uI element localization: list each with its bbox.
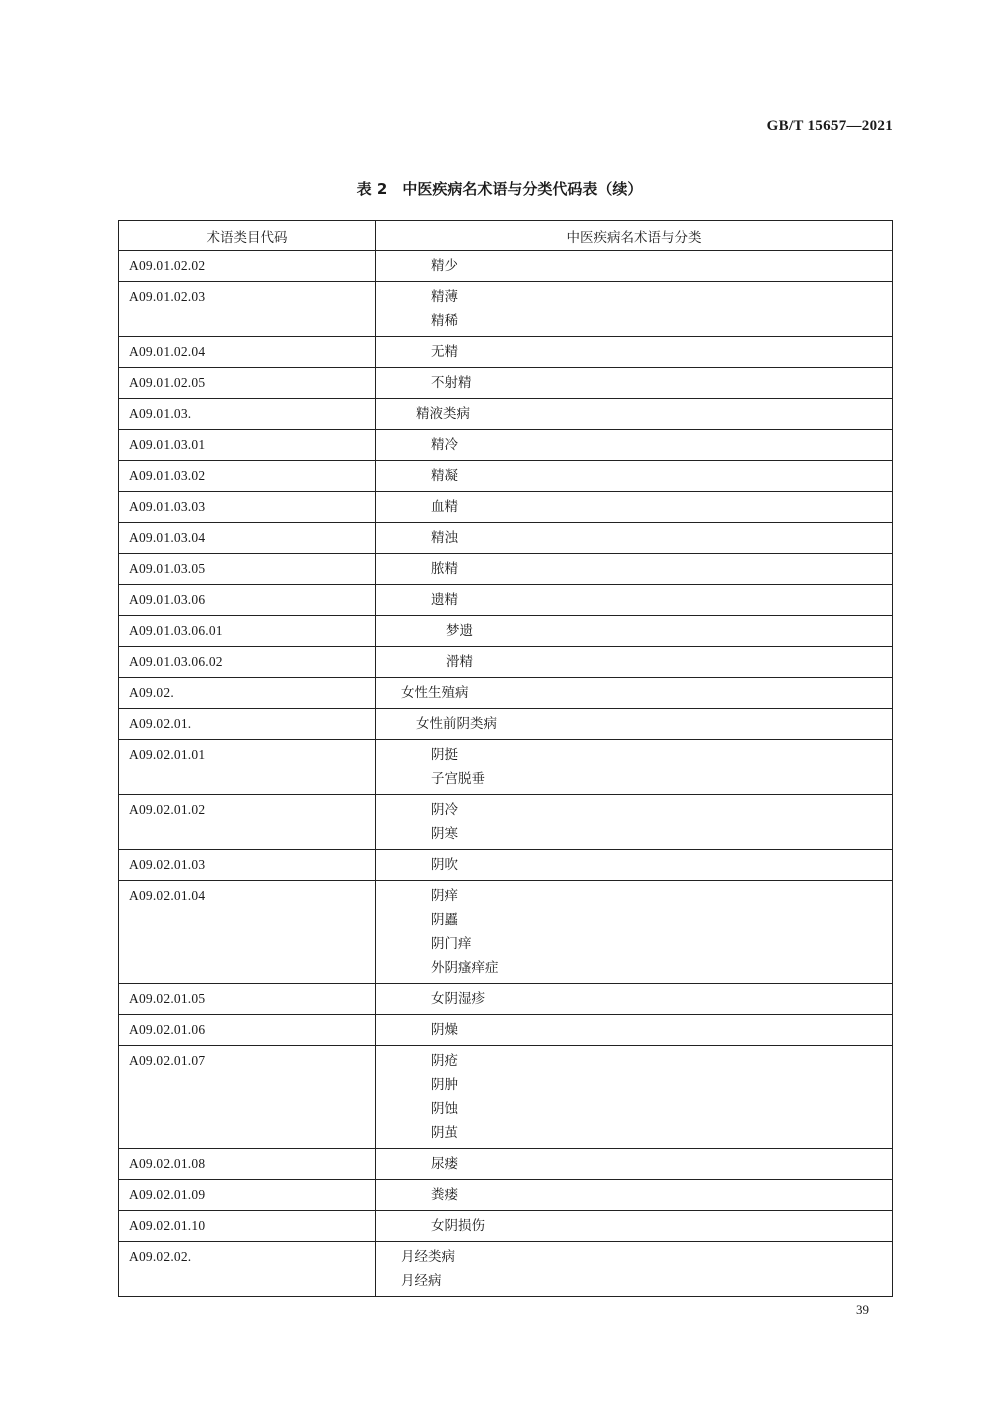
table-row (119, 554, 893, 585)
term-code: A09.01.03.03 (119, 492, 376, 523)
term-cell (376, 1149, 893, 1180)
term-name: 精稀 (431, 313, 458, 329)
table-row (119, 368, 893, 399)
table-row (119, 740, 893, 795)
table-row (119, 616, 893, 647)
term-name: 女阴湿疹 (431, 991, 485, 1007)
table-row (119, 523, 893, 554)
term-cell (376, 368, 893, 399)
term-cell (376, 492, 893, 523)
term-cell (376, 1046, 893, 1149)
term-code: A09.01.03.02 (119, 461, 376, 492)
table-row (119, 709, 893, 740)
header-term: 中医疾病名术语与分类 (376, 221, 893, 251)
term-name: 滑精 (446, 654, 473, 670)
table-row (119, 251, 893, 282)
term-cell (376, 1242, 893, 1297)
term-name: 粪瘘 (431, 1187, 458, 1203)
term-cell (376, 709, 893, 740)
term-code: A09.02.01. (119, 709, 376, 740)
term-code: A09.02.02. (119, 1242, 376, 1297)
term-code: A09.02.01.01 (119, 740, 376, 795)
term-cell (376, 850, 893, 881)
table-row (119, 984, 893, 1015)
term-code: A09.01.03.01 (119, 430, 376, 461)
term-code: A09.01.03.06.02 (119, 647, 376, 678)
term-name: 阴蚀 (431, 1101, 458, 1117)
table-row (119, 881, 893, 984)
term-cell (376, 554, 893, 585)
table-header-row (119, 221, 893, 251)
table-row (119, 282, 893, 337)
term-cell (376, 616, 893, 647)
header-code: 术语类目代码 (119, 221, 376, 251)
term-cell (376, 1180, 893, 1211)
term-cell (376, 678, 893, 709)
standard-number: GB/T 15657—2021 (766, 118, 893, 134)
table-row (119, 461, 893, 492)
term-code: A09.01.02.03 (119, 282, 376, 337)
term-name: 女性前阴类病 (416, 716, 497, 732)
term-name: 阴门痒 (431, 936, 472, 952)
term-cell (376, 251, 893, 282)
table-row (119, 337, 893, 368)
table-row (119, 399, 893, 430)
term-name: 月经病 (401, 1273, 442, 1289)
term-name: 阴疮 (431, 1053, 458, 1069)
term-name: 月经类病 (401, 1249, 455, 1265)
table-row (119, 1046, 893, 1149)
term-name: 女阴损伤 (431, 1218, 485, 1234)
table-row (119, 1242, 893, 1297)
term-code: A09.01.02.02 (119, 251, 376, 282)
table-row (119, 430, 893, 461)
term-name: 尿瘘 (431, 1156, 458, 1172)
term-name: 精薄 (431, 289, 458, 305)
term-cell (376, 984, 893, 1015)
term-name: 阴冷 (431, 802, 458, 818)
term-name: 血精 (431, 499, 458, 515)
term-code: A09.02.01.05 (119, 984, 376, 1015)
term-cell (376, 337, 893, 368)
page-number: 39 (856, 1302, 869, 1317)
term-cell (376, 282, 893, 337)
term-name: 阴吹 (431, 857, 458, 873)
term-cell (376, 740, 893, 795)
term-name: 精少 (431, 258, 458, 274)
term-name: 精冷 (431, 437, 458, 453)
table-row (119, 1211, 893, 1242)
term-classification-table (118, 220, 893, 1297)
term-cell (376, 795, 893, 850)
term-cell (376, 1015, 893, 1046)
term-name: 精浊 (431, 530, 458, 546)
term-name: 阴茧 (431, 1125, 458, 1141)
term-code: A09.02.01.08 (119, 1149, 376, 1180)
table-row (119, 1149, 893, 1180)
table-row (119, 795, 893, 850)
term-code: A09.01.03.06.01 (119, 616, 376, 647)
term-name: 阴挺 (431, 747, 458, 763)
term-cell (376, 461, 893, 492)
term-cell (376, 647, 893, 678)
term-code: A09.02.01.10 (119, 1211, 376, 1242)
table-row (119, 585, 893, 616)
term-code: A09.02.01.06 (119, 1015, 376, 1046)
term-name: 阴䘌 (431, 912, 458, 928)
table-row (119, 647, 893, 678)
table-row (119, 492, 893, 523)
table-row (119, 1015, 893, 1046)
term-code: A09.02.01.03 (119, 850, 376, 881)
term-code: A09.02. (119, 678, 376, 709)
term-cell (376, 523, 893, 554)
term-code: A09.01.03.05 (119, 554, 376, 585)
table-row (119, 678, 893, 709)
table-body (119, 251, 893, 1297)
term-name: 梦遗 (446, 623, 473, 639)
term-cell (376, 399, 893, 430)
term-name: 不射精 (431, 375, 472, 391)
term-cell (376, 881, 893, 984)
term-name: 子宫脱垂 (431, 771, 485, 787)
term-code: A09.01.03. (119, 399, 376, 430)
term-cell (376, 1211, 893, 1242)
term-code: A09.02.01.02 (119, 795, 376, 850)
table-title: 表 2 中医疾病名术语与分类代码表（续） (356, 180, 643, 198)
term-name: 脓精 (431, 561, 458, 577)
table-row (119, 850, 893, 881)
term-code: A09.02.01.07 (119, 1046, 376, 1149)
term-name: 遗精 (431, 592, 458, 608)
term-name: 外阴瘙痒症 (431, 960, 499, 976)
term-code: A09.01.02.04 (119, 337, 376, 368)
term-code: A09.01.02.05 (119, 368, 376, 399)
term-name: 阴寒 (431, 826, 458, 842)
term-name: 阴痒 (431, 888, 458, 904)
term-code: A09.02.01.04 (119, 881, 376, 984)
term-name: 精凝 (431, 468, 458, 484)
table-row (119, 1180, 893, 1211)
term-cell (376, 430, 893, 461)
term-code: A09.01.03.04 (119, 523, 376, 554)
term-name: 阴肿 (431, 1077, 458, 1093)
term-cell (376, 585, 893, 616)
term-code: A09.01.03.06 (119, 585, 376, 616)
term-name: 无精 (431, 344, 458, 360)
term-code: A09.02.01.09 (119, 1180, 376, 1211)
term-name: 精液类病 (416, 406, 470, 422)
term-name: 阴燥 (431, 1022, 458, 1038)
term-name: 女性生殖病 (401, 685, 469, 701)
